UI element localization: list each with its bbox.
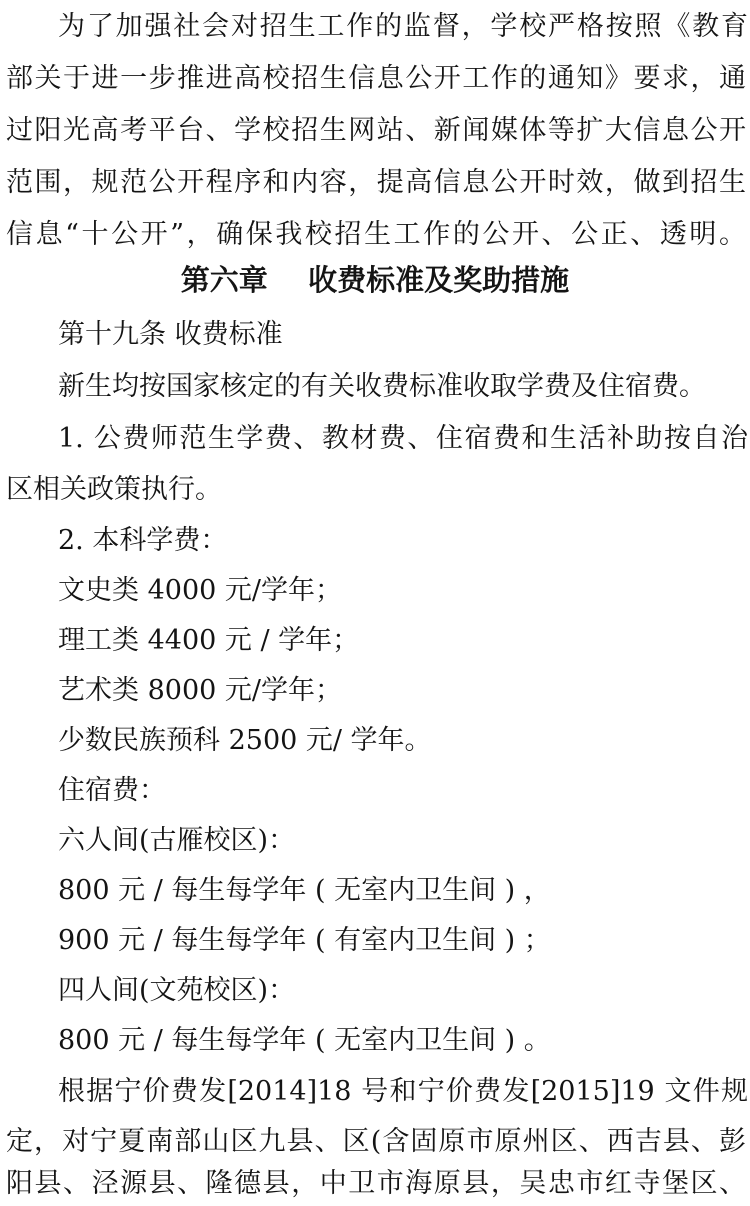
policy-line-1: 根据宁价费发[2014]18 号和宁价费发[2015]19 文件规 bbox=[58, 1076, 748, 1107]
dorm-six-item: 900 元 / 每生每学年 ( 有室内卫生间 ) ； bbox=[58, 925, 551, 956]
dorm-four-item: 800 元 / 每生每学年 ( 无室内卫生间 ) 。 bbox=[58, 1025, 551, 1056]
intro-line-2: 部关于进一步推进高校招生信息公开工作的通知》要求，通 bbox=[6, 63, 746, 94]
dorm-title: 住宿费： bbox=[58, 775, 166, 806]
dorm-four-title: 四人间(文苑校区)： bbox=[58, 975, 296, 1006]
item1-line-1: 1. 公费师范生学费、教材费、住宿费和生活补助按自治 bbox=[58, 423, 748, 454]
intro-line-4: 范围，规范公开程序和内容，提高信息公开时效，做到招生 bbox=[6, 167, 746, 198]
dorm-six-title: 六人间(古雁校区)： bbox=[58, 825, 296, 856]
chapter-heading: 第六章 收费标准及奖助措施 bbox=[180, 263, 570, 297]
item1-line-2: 区相关政策执行。 bbox=[6, 474, 222, 505]
tuition-item: 少数民族预科 2500 元/ 学年。 bbox=[58, 725, 432, 756]
tuition-title: 2. 本科学费： bbox=[58, 525, 228, 556]
dorm-six-item: 800 元 / 每生每学年 ( 无室内卫生间 ) ， bbox=[58, 875, 551, 906]
policy-line-3: 阳县、泾源县、隆德县，中卫市海原县，吴忠市红寺堡区、 bbox=[6, 1168, 746, 1199]
general-fee-statement: 新生均按国家核定的有关收费标准收取学费及住宿费。 bbox=[58, 371, 706, 402]
intro-line-3: 过阳光高考平台、学校招生网站、新闻媒体等扩大信息公开 bbox=[6, 115, 746, 146]
tuition-item: 理工类 4400 元 / 学年； bbox=[58, 625, 360, 656]
tuition-item: 文史类 4000 元/学年； bbox=[58, 575, 342, 606]
intro-line-5: 信息“十公开”，确保我校招生工作的公开、公正、透明。 bbox=[6, 219, 746, 250]
intro-line-1: 为了加强社会对招生工作的监督，学校严格按照《教育 bbox=[58, 11, 748, 42]
tuition-item: 艺术类 8000 元/学年； bbox=[58, 675, 342, 706]
policy-line-2: 定，对宁夏南部山区九县、区(含固原市原州区、西吉县、彭 bbox=[6, 1126, 746, 1157]
article-title: 第十九条 收费标准 bbox=[58, 319, 283, 350]
